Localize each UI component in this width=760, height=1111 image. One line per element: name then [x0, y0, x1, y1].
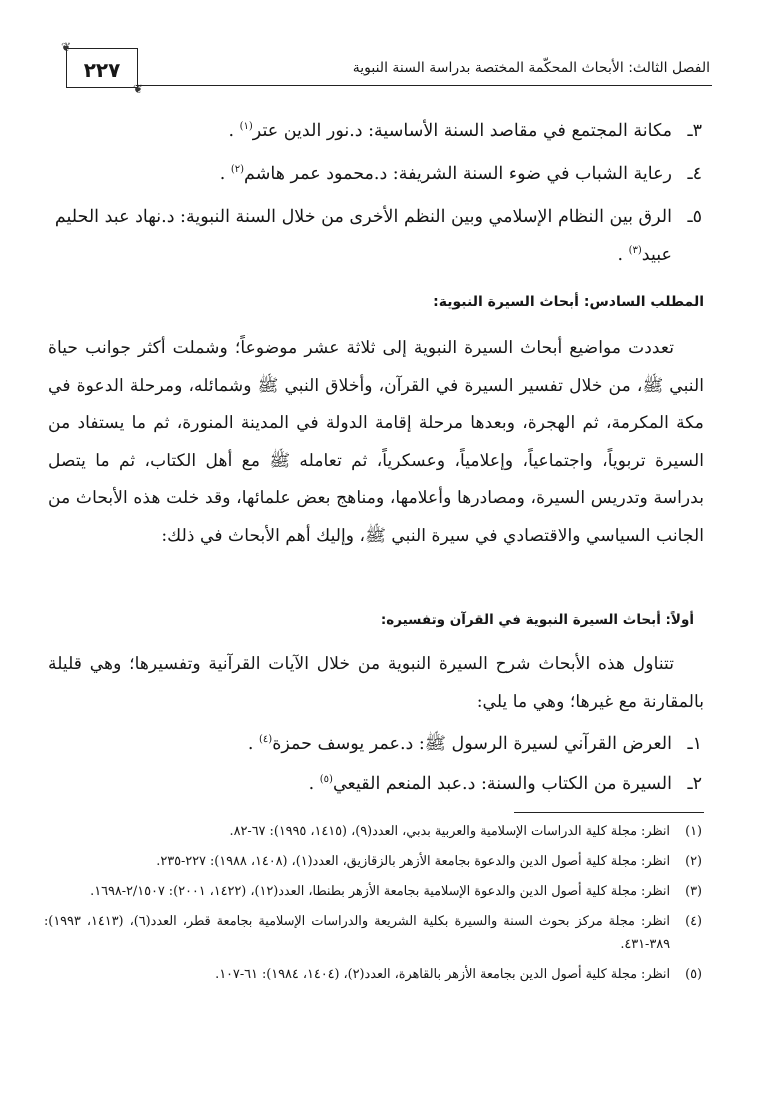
footnote-ref: (٤): [259, 734, 273, 746]
item-number: ٢ـ: [687, 774, 702, 794]
footnote-number: (٥): [685, 967, 702, 982]
footnote-text: انظر: مجلة كلية أصول الدين والدعوة الإسلامية بجامعة الأزهر بطنطا، العدد(١٢)، (١٤٢٢، ٢٠٠١): ٢/١٥٠٧-١٦٩٨.: [90, 884, 670, 899]
list-item: ٣ـ مكانة المجتمع في مقاصد السنة الأساسية: د.نور الدين عتر$^{(١)}$ .: [48, 112, 698, 150]
footnote-ref: (٣): [628, 245, 642, 257]
page-number-frame: [61, 40, 143, 96]
footnote-number: (١): [685, 824, 702, 839]
footnotes: [44, 820, 702, 993]
item-text: رعاية الشباب في ضوء السنة الشريفة: د.محمود عمر هاشم: [244, 164, 672, 184]
item-number: ٥ـ: [687, 207, 702, 227]
body-paragraph: تعددت مواضيع أبحاث السيرة النبوية إلى ثلاثة عشر موضوعاً؛ وشملت أكثر جوانب حياة النبي ﷺ، من خلال تفسير السيرة في القرآن، وأخلاق النبي ﷺ وشمائله، ومرحلة الدعوة في مكة المكرمة، ثم الهجرة، وبعدها مرحلة إقامة الدولة في المدينة المنورة، ثم ما يستفاد من السيرة تربوياً، واجتماعياً، وإعلامياً، وعسكرياً، ثم تعامله ﷺ مع أهل الكتاب، ثم ما يتصل بدراسة وتدريس السيرة، ومصادرها وأعلامها، ومناهج بعض علمائها، وقد خلت هذه الأبحاث من الجانب السياسي والاقتصادي في سيرة النبي ﷺ، وإليك أهم الأبحاث في ذلك:: [48, 338, 704, 546]
corner-ornament-icon: ❦: [61, 40, 72, 54]
footnote-number: (٤): [685, 914, 702, 929]
footnote-text: انظر: مجلة كلية أصول الدين بجامعة الأزهر بالقاهرة، العدد(٢)، (١٤٠٤، ١٩٨٤): ٦١-١٠٧.: [215, 967, 670, 982]
subsection-heading: أولاً: أبحاث السيرة النبوية في القرآن وتفسيره:: [380, 612, 694, 628]
footnote-number: (٣): [685, 884, 702, 899]
footnote-ref: (٥): [319, 774, 333, 786]
page-number: ٢٢٧: [83, 58, 121, 82]
footnote-divider: [514, 812, 704, 813]
footnote: [44, 910, 702, 956]
item-text: السيرة من الكتاب والسنة: د.عبد المنعم القيعي: [332, 774, 672, 794]
list-item: ١ـ العرض القرآني لسيرة الرسول ﷺ: د.عمر يوسف حمزة$^{(٤)}$ .: [48, 725, 698, 763]
header-divider: [136, 85, 712, 86]
footnote-ref: (٢): [230, 164, 245, 176]
list-item: ٤ـ رعاية الشباب في ضوء السنة الشريفة: د.محمود عمر هاشم$^{(٢)}$ .: [48, 155, 698, 193]
footnote-number: (٢): [685, 854, 702, 869]
list-item: ٥ـ الرق بين النظام الإسلامي وبين النظم الأخرى من خلال السنة النبوية: د.نهاد عبد الحليم عبيد$^{(٣)}$ .: [48, 198, 698, 274]
item-text: الرق بين النظام الإسلامي وبين النظم الأخرى من خلال السنة النبوية: د.نهاد عبد الحليم عبيد: [54, 207, 672, 265]
footnote-text: انظر: مجلة مركز بحوث السنة والسيرة بكلية الشريعة والدراسات الإسلامية بجامعة قطر، العدد(٦)، (١٤١٣، ١٩٩٣): ٣٨٩-٤٣١.: [44, 914, 670, 952]
footnote: [44, 820, 702, 843]
footnote-text: انظر: مجلة كلية الدراسات الإسلامية والعربية بدبي، العدد(٩)، (١٤١٥، ١٩٩٥): ٦٧-٨٢.: [229, 824, 670, 839]
footnote: [44, 880, 702, 903]
item-text: العرض القرآني لسيرة الرسول ﷺ: د.عمر يوسف حمزة: [272, 734, 672, 754]
footnote-text: انظر: مجلة كلية أصول الدين والدعوة بجامعة الأزهر بالزقازيق، العدد(١)، (١٤٠٨، ١٩٨٨): ٢٢٧-٢٣٥.: [156, 854, 670, 869]
footnote-ref: (١): [239, 121, 253, 133]
item-number: ٤ـ: [687, 164, 702, 184]
item-text: مكانة المجتمع في مقاصد السنة الأساسية: د.نور الدين عتر: [252, 121, 672, 141]
chapter-title: الفصل الثالث: الأبحاث المحكّمة المختصة بدراسة السنة النبوية: [352, 60, 710, 76]
corner-ornament-icon: ❦: [132, 82, 143, 96]
list-item: ٢ـ السيرة من الكتاب والسنة: د.عبد المنعم القيعي$^{(٥)}$ .: [48, 765, 698, 803]
item-number: ١ـ: [687, 734, 702, 754]
item-number: ٣ـ: [687, 121, 702, 141]
body-paragraph: تتناول هذه الأبحاث شرح السيرة النبوية من خلال الآيات القرآنية وتفسيرها؛ وهي قليلة بالمقارنة مع غيرها؛ وهي ما يلي:: [48, 654, 704, 712]
footnote: [44, 963, 702, 986]
section-heading: المطلب السادس: أبحاث السيرة النبوية:: [433, 294, 704, 310]
footnote: [44, 850, 702, 873]
